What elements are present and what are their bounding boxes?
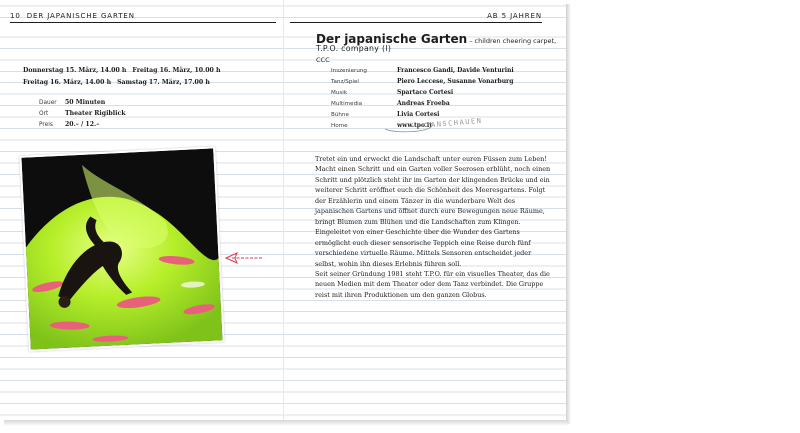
show-date: Freitag 16. März, 10.00 h <box>132 67 221 74</box>
company-name: T.P.O. company (I) <box>316 44 392 53</box>
red-arrow-icon <box>224 251 264 265</box>
section-title: DER JAPANISCHE GARTEN <box>26 12 135 20</box>
info-label: Preis <box>39 122 53 128</box>
performance-photo <box>19 146 224 351</box>
page-title: Der japanische Garten <box>316 32 468 46</box>
credit-value: Livia Cortesi <box>397 111 440 118</box>
credit-row <box>331 89 453 96</box>
page-shadow <box>566 4 571 424</box>
schedule-row <box>23 67 220 74</box>
info-value: 50 Minuten <box>65 99 106 106</box>
handwritten-loop <box>383 117 435 135</box>
credit-label: Multimedia <box>331 101 363 107</box>
credit-label: Inszenierung <box>331 68 367 74</box>
age-label: AB 5 JAHREN <box>487 12 542 20</box>
dancer-image <box>21 148 222 349</box>
show-date: Freitag 16. März, 14.00 h <box>23 79 112 86</box>
credit-row <box>331 78 513 85</box>
header-left <box>10 12 135 20</box>
credit-row <box>331 100 450 107</box>
page-spine <box>283 0 284 420</box>
credit-label: Bühne <box>331 112 349 118</box>
info-price <box>39 121 99 128</box>
credit-label: Tanz/Spiel <box>331 79 359 85</box>
credit-label: Home <box>331 123 348 129</box>
body-text <box>315 154 551 300</box>
credit-value: Andreas Froeba <box>397 100 450 107</box>
schedule-row <box>23 79 210 86</box>
body-paragraph: Tretet ein und erweckt die Landschaft unter euren Füssen zum Leben! Macht einen Schritt und ein Garten voller Seerosen erblüht, noch einen Schritt und plötzlich steht ihr im Garten der klingenden Brücke und ein weiterer Schritt eröffnet euch die Schönheit des Meeresgartens. Folgt der Erzählerin und einem Tänzer in die wunderbare Welt des japanischen Gartens und öffnet durch eure Bewegungen neue Räume, bringt Blumen zum Blühen und die Landschaften zum Klingen. Eingeleitet von einer Geschichte über die Wunder des Gartens ermöglicht euch dieser sensorische Teppich eine Reise durch fünf verschiedene virtuelle Räume. Mittels Sensoren entscheidet jeder selbst, wohin ihn dieses Erlebnis führen soll. <box>315 155 551 268</box>
show-date: Samstag 17. März, 17.00 h <box>117 79 210 86</box>
page-shadow <box>4 420 568 426</box>
page-subtitle: – children cheering carpet, CCC <box>316 37 557 64</box>
info-value: Theater Rigiblick <box>65 110 126 117</box>
credit-row <box>331 67 514 74</box>
info-label: Ort <box>39 111 49 117</box>
handwritten-note: ANSCHAUEN <box>430 116 483 130</box>
header-rule-left <box>10 22 276 23</box>
credit-value: Piero Leccese, Susanne Vonarburg <box>397 78 514 85</box>
info-duration <box>39 99 105 106</box>
info-value: 20.– / 12.– <box>65 121 100 128</box>
credit-label: Musik <box>331 90 348 96</box>
page-number: 10 <box>10 12 21 20</box>
header-rule-right <box>290 22 542 23</box>
credit-value: Francesco Gandi, Davide Venturini <box>397 67 514 74</box>
body-paragraph: Seit seiner Gründung 1981 steht T.P.O. für ein visuelles Theater, das die neuen Medien mit dem Theater oder dem Tanz verbindet. Die Gruppe reist mit ihren Produktionen um den ganzen Globus. <box>315 269 550 299</box>
info-location <box>39 110 126 117</box>
credit-value: Spartaco Cortesi <box>397 89 454 96</box>
show-date: Donnerstag 15. März, 14.00 h <box>23 67 127 74</box>
info-label: Dauer <box>39 100 57 106</box>
website-link[interactable]: www.tpo.it <box>397 122 432 129</box>
